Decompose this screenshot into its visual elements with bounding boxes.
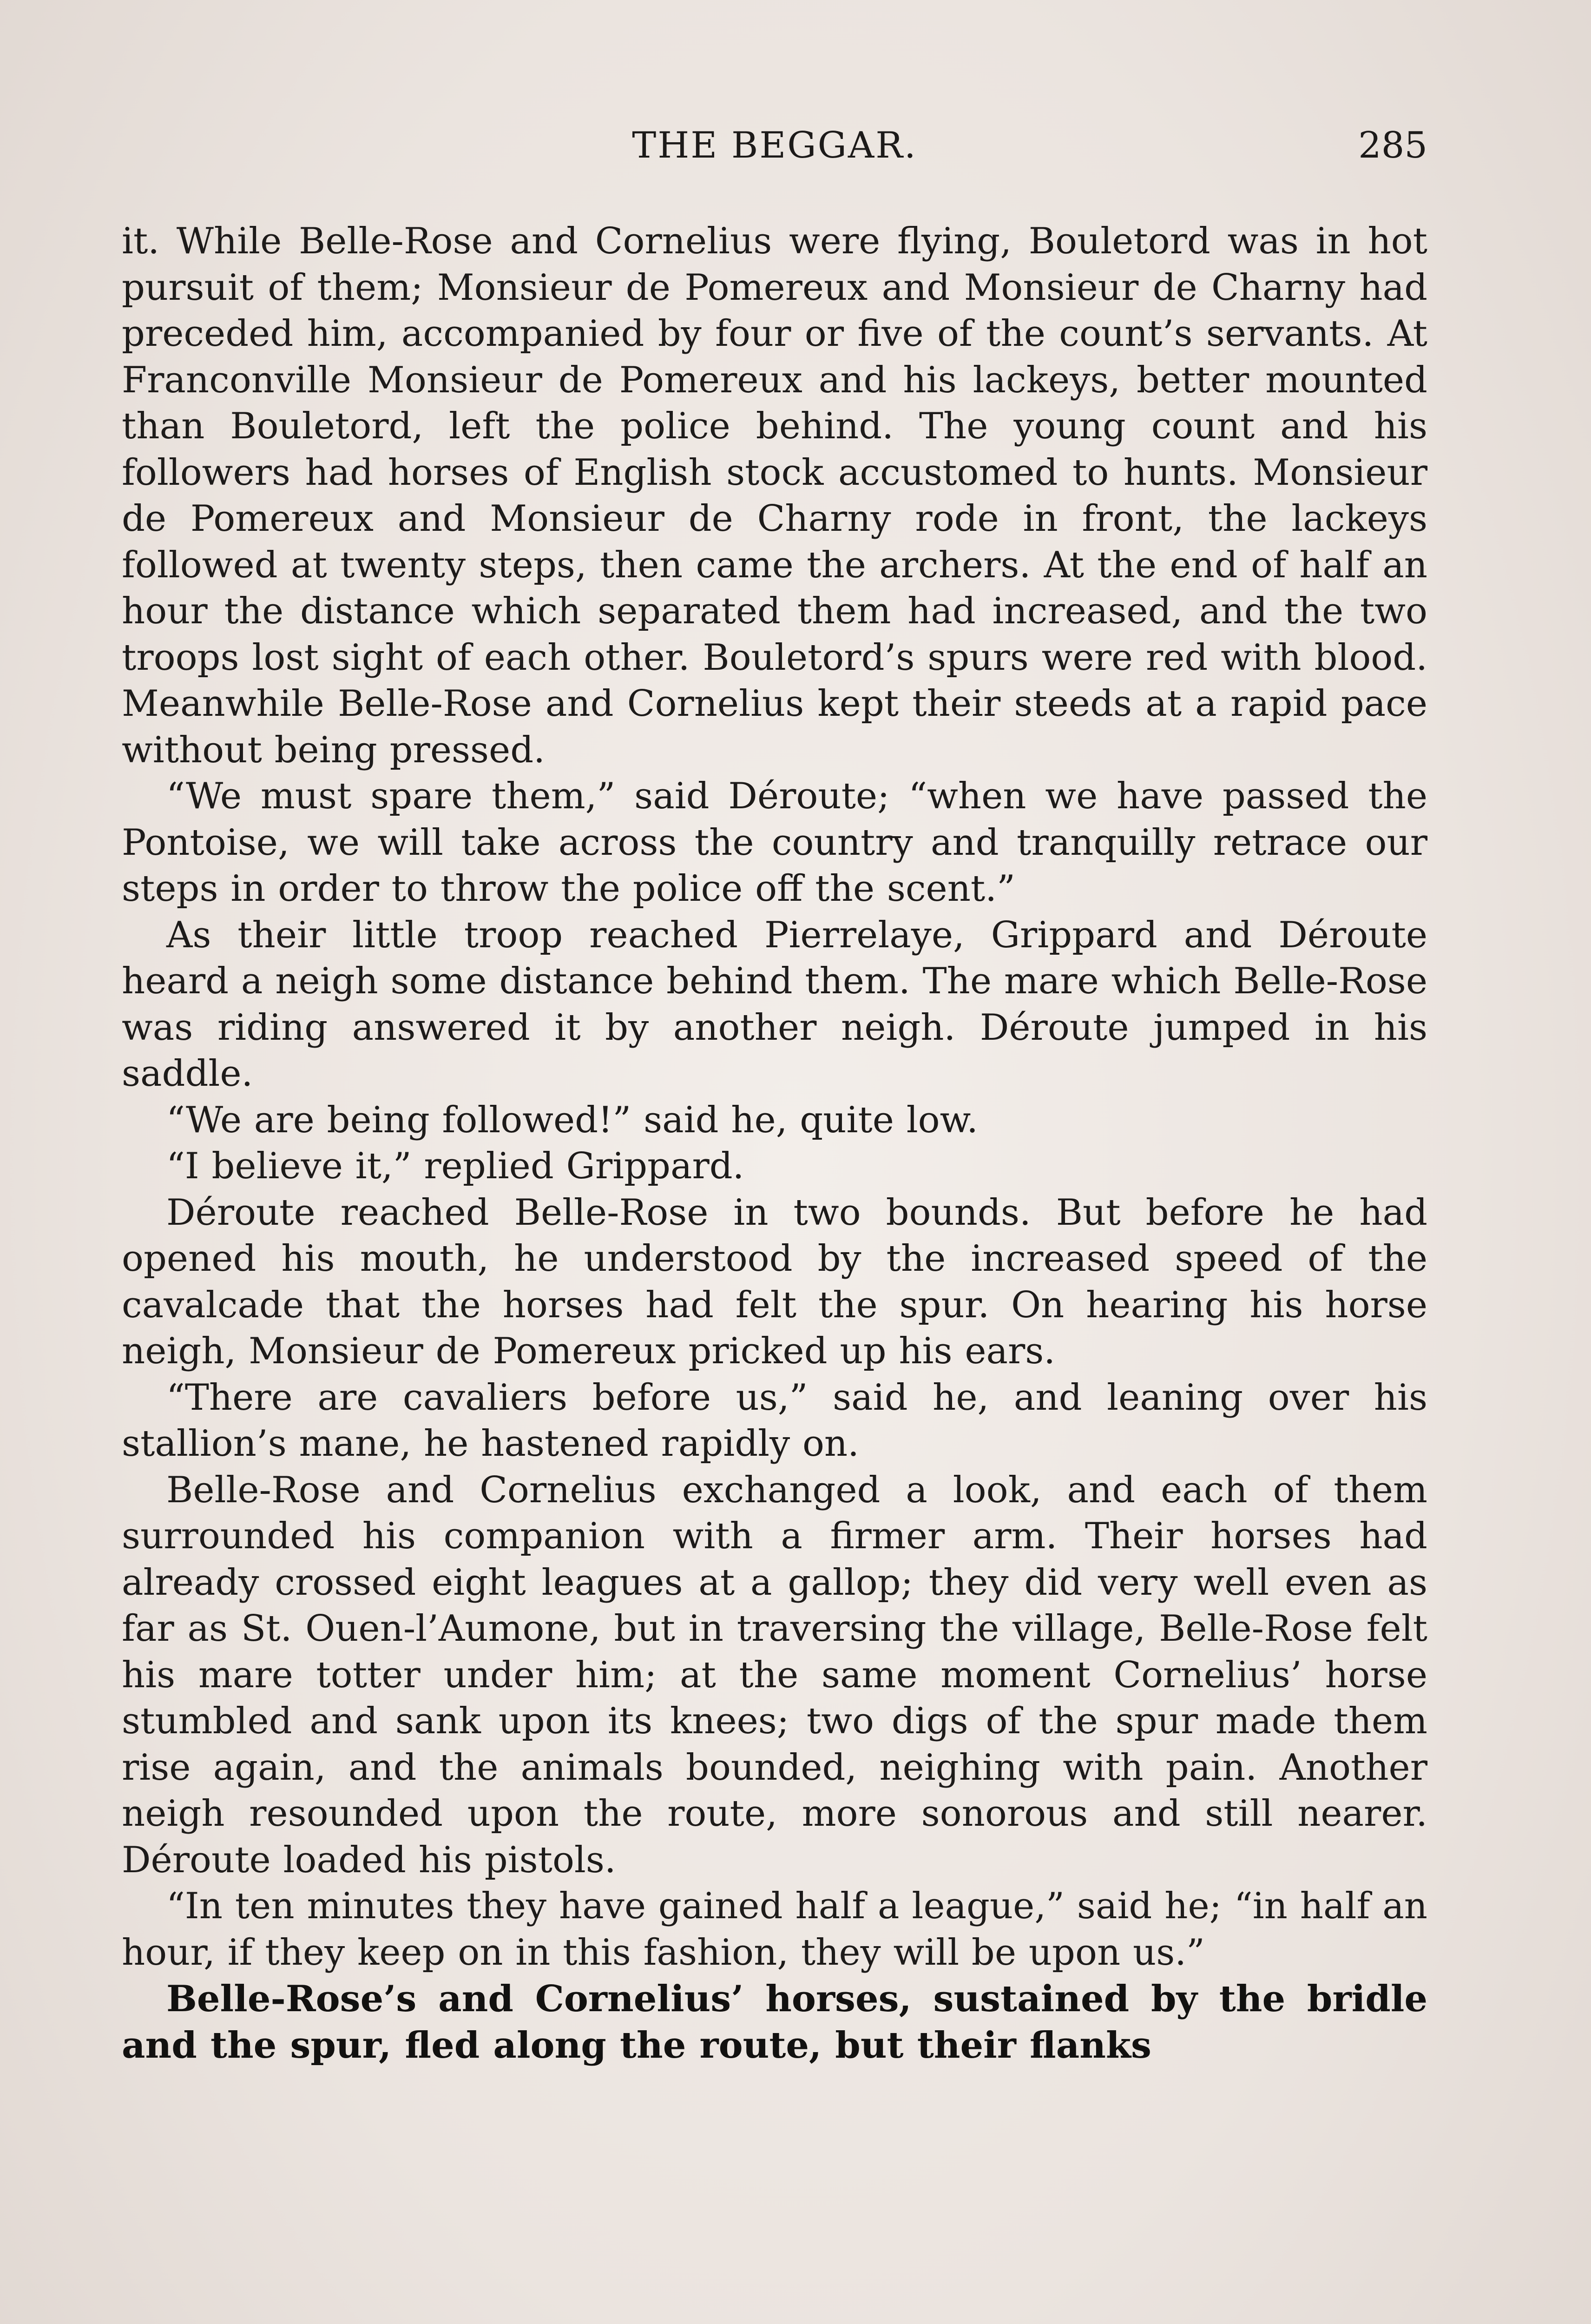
paragraph-10: Belle-Rose’s and Cornelius’ horses, sustained by the bridle and the spur, fled along the route, but their flanks [122,1978,1427,2067]
paragraph-5: “I believe it,” replied Grippard. [166,1145,744,1187]
running-head [122,125,1427,180]
paragraph-1: it. While Belle-Rose and Cornelius were flying, Bouletord was in hot pursuit of them; Monsieur de Pomereux and Monsieur de Charny had preceded him, accompanied by four or five of the count’s servants. At Franconville Monsieur de Pomereux and his lackeys, better mounted than Bouletord, left the police behind. The young count and his followers had horses of English stock accustomed to hunts. Monsieur de Pomereux and Monsieur de Charny rode in front, the lackeys followed at twenty steps, then came the archers. At the end of half an hour the distance which separated them had increased, and the two troops lost sight of each other. Bouletord’s spurs were red with blood. Meanwhile Belle-Rose and Cornelius kept their steeds at a rapid pace without being pressed. [122,220,1427,771]
page-number: 285 [1358,125,1427,166]
running-title: THE BEGGAR. [632,125,917,166]
paragraph-3: As their little troop reached Pierrelaye, Grippard and Déroute heard a neigh some distance behind them. The mare which Belle-Rose was riding answered it by another neigh. Déroute jumped in his saddle. [122,914,1427,1095]
paragraph-2: “We must spare them,” said Déroute; “when we have passed the Pontoise, we will take across the country and tranquilly retrace our steps in order to throw the police off the scent.” [122,775,1427,910]
paragraph-6: Déroute reached Belle-Rose in two bounds. But before he had opened his mouth, he understood by the increased speed of the cavalcade that the horses had felt the spur. On hearing his horse neigh, Monsieur de Pomereux pricked up his ears. [122,1191,1427,1372]
body-text [122,218,1427,2068]
paragraph-9: “In ten minutes they have gained half a league,” said he; “in half an hour, if they keep on in this fashion, they will be upon us.” [122,1885,1427,1974]
paragraph-4: “We are being followed!” said he, quite low. [166,1099,978,1141]
paragraph-8: Belle-Rose and Cornelius exchanged a look, and each of them surrounded his companion with a firmer arm. Their horses had already crossed eight leagues at a gallop; they did very well even as far as St. Ouen-l’Aumone, but in traversing the village, Belle-Rose felt his mare totter under him; at the same moment Cornelius’ horse stumbled and sank upon its knees; two digs of the spur made them rise again, and the animals bounded, neighing with pain. Another neigh resounded upon the route, more sonorous and still nearer. Déroute loaded his pistols. [122,1469,1427,1881]
paragraph-7: “There are cavaliers before us,” said he, and leaning over his stallion’s mane, he hastened rapidly on. [122,1376,1427,1465]
